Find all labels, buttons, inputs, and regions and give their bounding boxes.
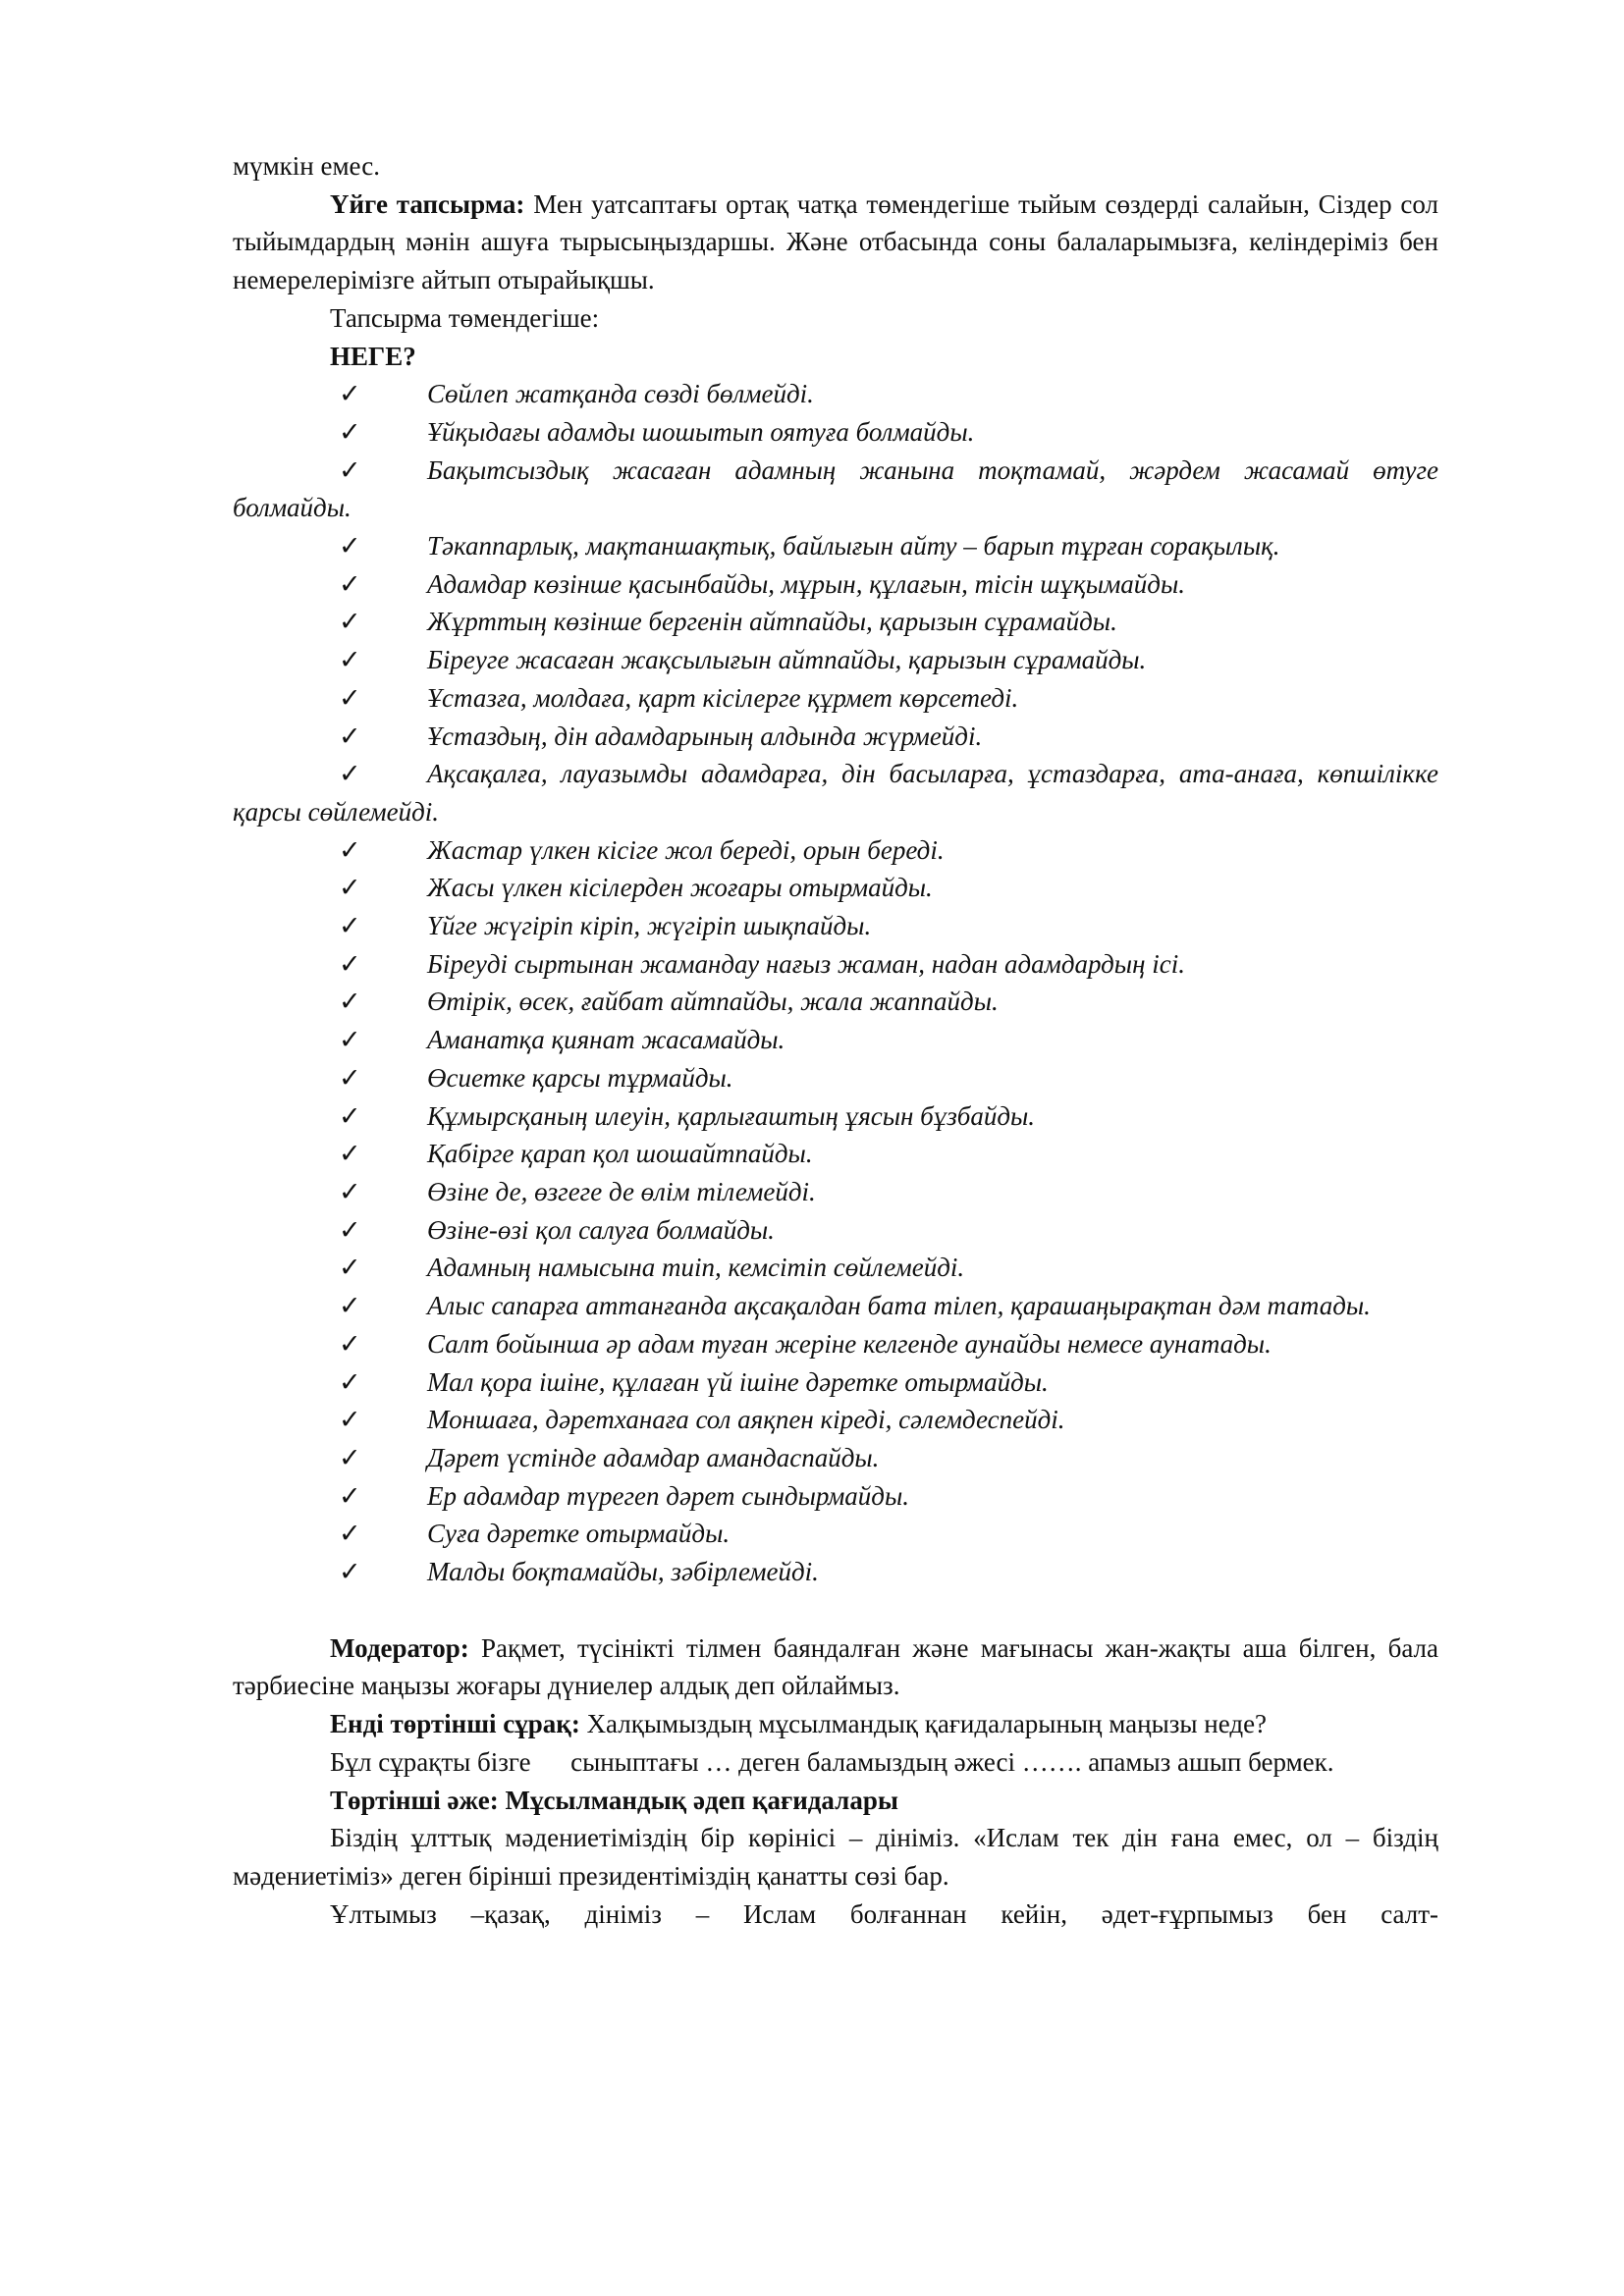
prohibition-text: Жұрттың көзінше бергенін айтпайды, қарызын сұрамайды.	[427, 607, 1117, 637]
checkmark-icon: ✓	[339, 568, 361, 599]
homework-paragraph	[233, 186, 1438, 299]
prohibition-item	[233, 1211, 1438, 1250]
prohibition-item	[233, 527, 1438, 565]
prohibition-item	[233, 1287, 1438, 1325]
prohibition-item	[233, 1553, 1438, 1591]
checkmark-icon: ✓	[339, 1100, 361, 1131]
prohibition-item	[233, 1173, 1438, 1211]
checkmark-icon: ✓	[339, 873, 361, 903]
prohibition-item	[233, 869, 1438, 907]
prohibition-text: Ұстазға, молдаға, қарт кісілерге құрмет көрсетеді.	[427, 682, 1019, 713]
checkmark-icon: ✓	[339, 1405, 361, 1435]
checkmark-icon: ✓	[339, 379, 361, 409]
paragraph-2: Ұлтымыз –қазақ, дініміз – Ислам болғаннан кейін, әдет-ғұрпымыз бен салт-	[330, 1898, 1438, 1929]
fourth-question-text: Халқымыздың мұсылмандық қағидаларының маңызы неде?	[579, 1709, 1268, 1739]
prohibition-item	[233, 641, 1438, 679]
prohibition-text: Адамдар көзінше қасынбайды, мұрын, құлағын, тісін шұқымайды.	[427, 568, 1185, 599]
why-heading: НЕГЕ?	[330, 341, 416, 371]
checkmark-icon: ✓	[339, 1253, 361, 1283]
prohibition-text: Малды боқтамайды, зәбірлемейді.	[427, 1557, 819, 1587]
prohibition-item	[233, 831, 1438, 870]
checkmark-icon: ✓	[339, 645, 361, 675]
checkmark-icon: ✓	[339, 1366, 361, 1397]
intro-tail: мүмкін емес.	[233, 151, 380, 181]
prohibition-item	[233, 603, 1438, 641]
checkmark-icon: ✓	[339, 948, 361, 979]
prohibition-text: Аманатқа қиянат жасамайды.	[427, 1025, 785, 1055]
prohibition-item	[233, 452, 1438, 527]
checkmark-icon: ✓	[339, 834, 361, 865]
prohibition-item	[233, 983, 1438, 1021]
prohibition-item	[233, 718, 1438, 756]
prohibition-text: Тәкаппарлық, мақтаншақтық, байлығын айту – барып тұрған сорақылық.	[427, 531, 1280, 561]
fourth-question-paragraph	[233, 1705, 1438, 1743]
prohibition-text: Ұстаздың, дін адамдарының алдында жүрмейді.	[427, 721, 983, 751]
checkmark-icon: ✓	[339, 1519, 361, 1549]
checkmark-icon: ✓	[339, 454, 361, 485]
prohibition-text: Мал қора ішіне, құлаған үй ішіне дәретке отырмайды.	[427, 1366, 1049, 1397]
document-page	[233, 147, 1438, 1933]
checkmark-icon: ✓	[339, 1291, 361, 1321]
prohibition-text: Өзіне-өзі қол салуға болмайды.	[427, 1214, 775, 1245]
prohibition-item	[233, 1477, 1438, 1516]
prohibition-text: Өсиетке қарсы тұрмайды.	[427, 1062, 733, 1093]
paragraph-1: Біздің ұлттық мәдениетіміздің бір көрінісі – дініміз. «Ислам тек дін ғана емес, ол – біздің мәдениетіміз» деген бірінші президентіміздің қанатты сөзі бар.	[233, 1823, 1438, 1891]
prohibition-text: Адамның намысына тиіп, кемсітіп сөйлемейді.	[427, 1253, 965, 1283]
prohibition-item	[233, 1325, 1438, 1363]
checkmark-icon: ✓	[339, 759, 361, 789]
homework-text: Мен уатсаптағы ортақ чатқа төмендегіше тыйым сөздерді салайын, Сіздер сол тыйымдардың мәнін ашуға тырысыңыздаршы. Және отбасында соны балаларымызға, келіндеріміз бен немерелерімізге айтып отырайықшы.	[233, 188, 1438, 295]
checkmark-icon: ✓	[339, 416, 361, 447]
prohibition-text: Үйге жүгіріп кіріп, жүгіріп шықпайды.	[427, 911, 872, 941]
prohibition-text: Сөйлеп жатқанда сөзді бөлмейді.	[427, 379, 814, 409]
checkmark-icon: ✓	[339, 1176, 361, 1206]
prohibition-text: Алыс сапарға аттанғанда ақсақалдан бата тілеп, қарашаңырақтан дәм татады.	[427, 1291, 1371, 1321]
checkmark-icon: ✓	[339, 1025, 361, 1055]
prohibition-item	[233, 1135, 1438, 1173]
prohibition-text: Салт бойынша әр адам туған жеріне келгенде аунайды немесе аунатады.	[427, 1328, 1272, 1359]
checkmark-icon: ✓	[339, 987, 361, 1017]
checkmark-icon: ✓	[339, 682, 361, 713]
prohibition-item	[233, 945, 1438, 984]
prohibition-item	[233, 413, 1438, 452]
checkmark-icon: ✓	[339, 1328, 361, 1359]
checkmark-icon: ✓	[339, 1442, 361, 1472]
prohibition-item	[233, 1439, 1438, 1477]
prohibition-item	[233, 1097, 1438, 1136]
prohibition-text: Дәрет үстінде адамдар амандаспайды.	[427, 1442, 880, 1472]
prohibition-text: Өзіне де, өзгеге де өлім тілемейді.	[427, 1176, 816, 1206]
prohibition-text: Өтірік, өсек, ғайбат айтпайды, жала жаппайды.	[427, 987, 999, 1017]
answer-intro: Бұл сұрақты бізге сыныптағы … деген баламыздың әжесі ……. апамыз ашып бермек.	[330, 1746, 1334, 1777]
prohibition-item	[233, 679, 1438, 718]
prohibition-text: Ұйқыдағы адамды шошытып оятуға болмайды.	[427, 416, 975, 447]
checkmark-icon: ✓	[339, 1557, 361, 1587]
prohibition-text: Құмырсқаның илеуін, қарлығаштың ұясын бұзбайды.	[427, 1100, 1036, 1131]
prohibition-text: Жасы үлкен кісілерден жоғары отырмайды.	[427, 873, 933, 903]
prohibition-text: Бақытсыздық жасаған адамның жанына тоқтамай, жәрдем жасамай өтуге болмайды.	[233, 454, 1438, 523]
prohibition-list	[233, 375, 1438, 1591]
moderator-text: Рақмет, түсінікті тілмен баяндалған және мағынасы жан-жақты аша білген, бала тәрбиесіне маңызы жоғары дүниелер алдық деп ойлаймыз.	[233, 1632, 1438, 1701]
homework-label: Үйге тапсырма:	[330, 188, 525, 219]
prohibition-text: Жастар үлкен кісіге жол береді, орын береді.	[427, 834, 945, 865]
prohibition-item	[233, 1515, 1438, 1553]
checkmark-icon: ✓	[339, 607, 361, 637]
prohibition-text: Моншаға, дәретханаға сол аяқпен кіреді, сәлемдеспейді.	[427, 1405, 1065, 1435]
moderator-paragraph	[233, 1629, 1438, 1705]
prohibition-item	[233, 755, 1438, 830]
checkmark-icon: ✓	[339, 721, 361, 751]
spacer	[233, 1591, 1438, 1629]
prohibition-text: Ер адамдар түрегеп дәрет сындырмайды.	[427, 1480, 909, 1511]
prohibition-text: Біреуге жасаған жақсылығын айтпайды, қарызын сұрамайды.	[427, 645, 1147, 675]
prohibition-text: Ақсақалға, лауазымды адамдарға, дін басыларға, ұстаздарға, ата-анаға, көпшілікке қарсы сөйлемейді.	[233, 759, 1438, 827]
checkmark-icon: ✓	[339, 531, 361, 561]
section-heading: Төртінші әже: Мұсылмандық әдеп қағидалары	[330, 1785, 898, 1815]
prohibition-item	[233, 1363, 1438, 1402]
checkmark-icon: ✓	[339, 1480, 361, 1511]
prohibition-text: Суға дәретке отырмайды.	[427, 1519, 731, 1549]
prohibition-item	[233, 1021, 1438, 1059]
prohibition-item	[233, 565, 1438, 604]
checkmark-icon: ✓	[339, 1062, 361, 1093]
checkmark-icon: ✓	[339, 1214, 361, 1245]
checkmark-icon: ✓	[339, 1139, 361, 1169]
prohibition-text: Қабірге қарап қол шошайтпайды.	[427, 1139, 813, 1169]
checkmark-icon: ✓	[339, 911, 361, 941]
prohibition-item	[233, 375, 1438, 413]
task-intro: Тапсырма төмендегіше:	[330, 302, 600, 333]
fourth-question-label: Енді төртінші сұрақ:	[330, 1709, 580, 1739]
prohibition-item	[233, 1401, 1438, 1439]
moderator-label: Модератор:	[330, 1632, 469, 1663]
prohibition-item	[233, 1059, 1438, 1097]
prohibition-text: Біреуді сыртынан жамандау нағыз жаман, надан адамдардың ісі.	[427, 948, 1185, 979]
prohibition-item	[233, 1249, 1438, 1287]
prohibition-item	[233, 907, 1438, 945]
